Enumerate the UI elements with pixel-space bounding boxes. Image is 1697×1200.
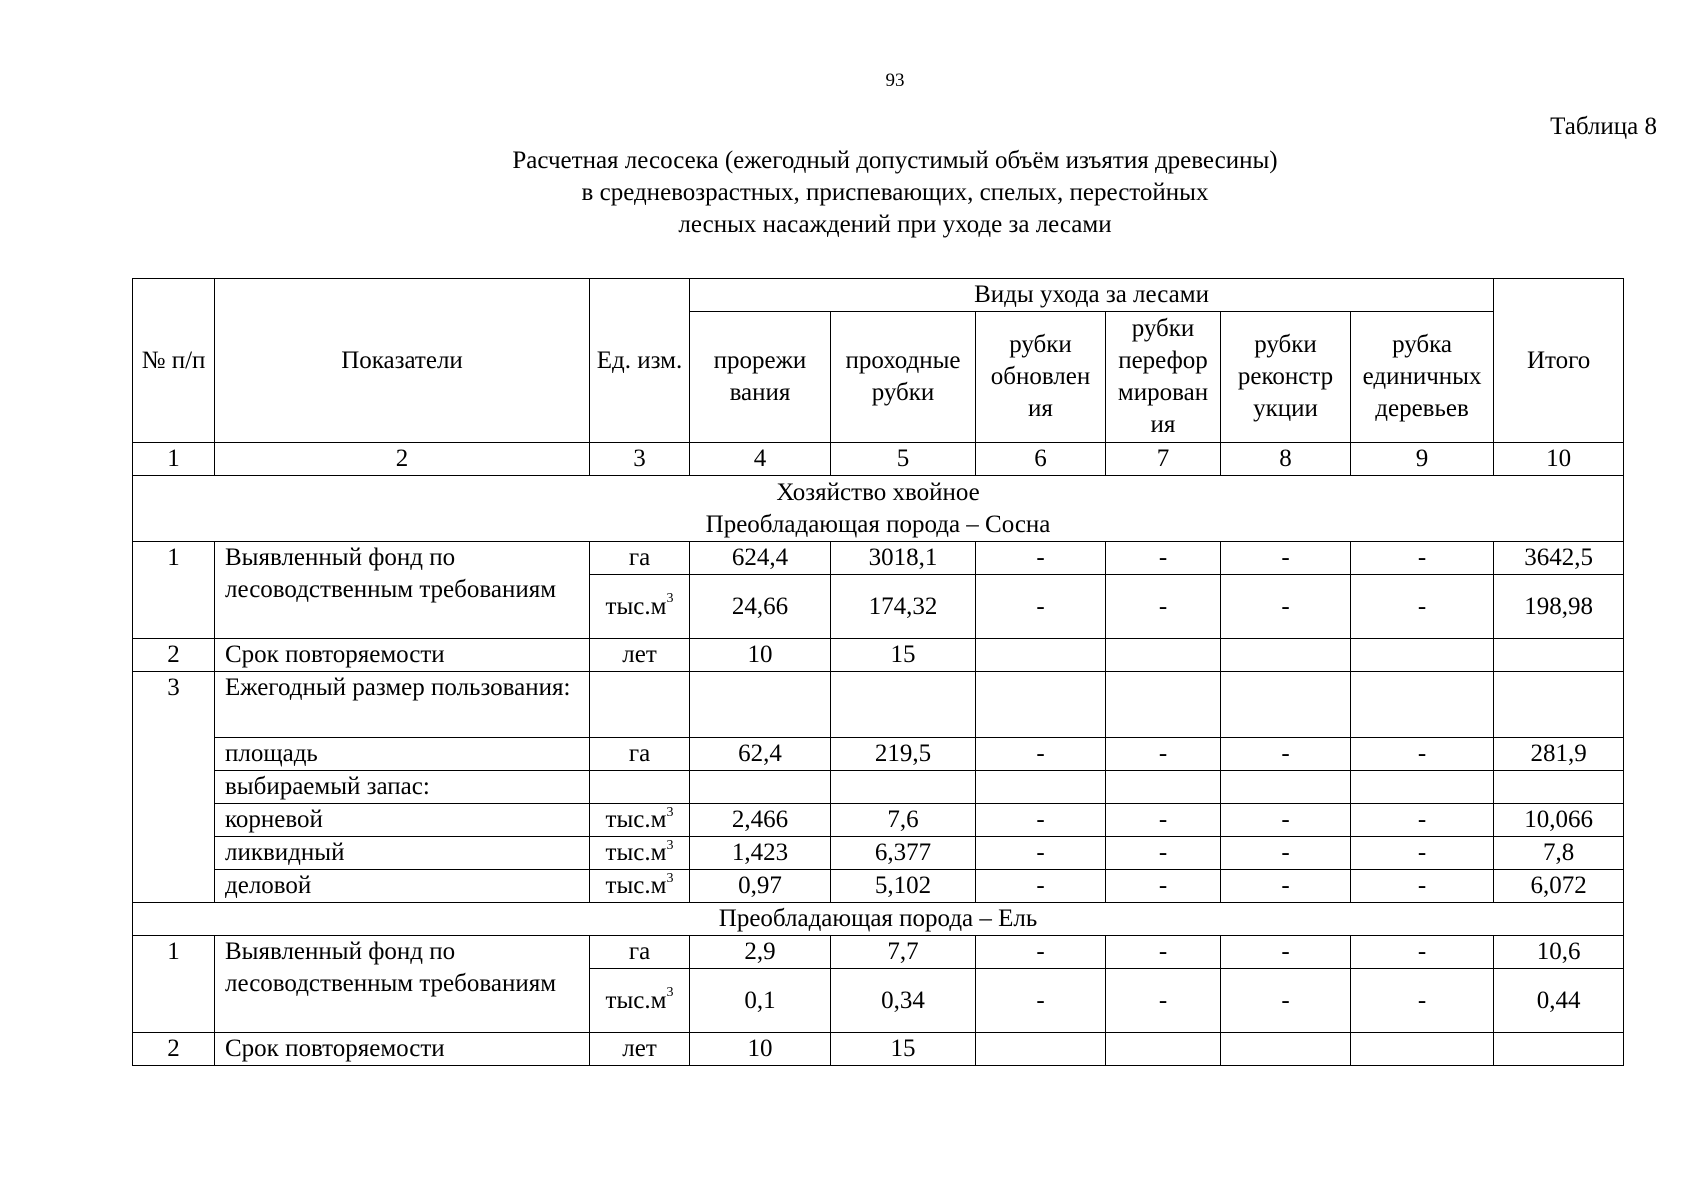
value-cell: 219,5 xyxy=(831,738,976,771)
empty-cell xyxy=(1351,672,1494,738)
table-row xyxy=(133,837,1624,870)
felling-table xyxy=(132,278,1624,1066)
empty-cell xyxy=(1494,639,1624,672)
empty-cell xyxy=(590,672,690,738)
value-cell: 174,32 xyxy=(831,575,976,639)
value-cell: - xyxy=(1106,804,1221,837)
title-line: Расчетная лесосека (ежегодный допустимый объём изъятия древесины) xyxy=(512,147,1278,174)
header-group: Виды ухода за лесами xyxy=(690,279,1494,312)
value-cell: - xyxy=(976,575,1106,639)
total-cell: 10,6 xyxy=(1494,936,1624,969)
empty-cell xyxy=(1221,1033,1351,1066)
total-cell: 0,44 xyxy=(1494,969,1624,1033)
value-cell: 2,466 xyxy=(690,804,831,837)
unit-superscript: 3 xyxy=(666,985,674,1001)
total-cell: 6,072 xyxy=(1494,870,1624,903)
section-row xyxy=(133,476,1624,542)
header-indicators: Показатели xyxy=(215,279,590,443)
column-number: 2 xyxy=(215,443,590,476)
value-cell: - xyxy=(1221,575,1351,639)
header-row xyxy=(133,279,1624,312)
unit-cell xyxy=(590,870,690,903)
value-cell: 24,66 xyxy=(690,575,831,639)
unit-cell: лет xyxy=(590,1033,690,1066)
value-cell: - xyxy=(1221,870,1351,903)
empty-cell xyxy=(1494,672,1624,738)
value-cell: 10 xyxy=(690,1033,831,1066)
value-cell: - xyxy=(1221,837,1351,870)
section-row xyxy=(133,903,1624,936)
empty-cell xyxy=(690,771,831,804)
unit-text: тыс.м xyxy=(605,592,667,620)
column-number: 6 xyxy=(976,443,1106,476)
unit-superscript: 3 xyxy=(666,804,674,820)
section-species: Преобладающая порода – Сосна xyxy=(705,510,1051,538)
value-cell: - xyxy=(1221,969,1351,1033)
table-row xyxy=(133,639,1624,672)
row-num: 2 xyxy=(133,1033,215,1066)
column-number: 4 xyxy=(690,443,831,476)
row-label: площадь xyxy=(215,738,590,771)
value-cell: - xyxy=(1221,738,1351,771)
value-cell: - xyxy=(1351,804,1494,837)
header-total: Итого xyxy=(1494,279,1624,443)
value-cell: 6,377 xyxy=(831,837,976,870)
column-number: 7 xyxy=(1106,443,1221,476)
value-cell: 2,9 xyxy=(690,936,831,969)
value-cell: - xyxy=(1106,575,1221,639)
unit-text: тыс.м xyxy=(605,839,667,866)
unit-superscript: 3 xyxy=(666,870,674,886)
column-number: 3 xyxy=(590,443,690,476)
row-num: 1 xyxy=(133,936,215,1033)
value-cell: 0,97 xyxy=(690,870,831,903)
row-label: Ежегодный размер пользования: xyxy=(215,672,590,738)
unit-cell: га xyxy=(590,542,690,575)
table-title xyxy=(0,145,1697,241)
table-row xyxy=(133,870,1624,903)
row-label: Срок повторяемости xyxy=(215,639,590,672)
column-number: 9 xyxy=(1351,443,1494,476)
value-cell: - xyxy=(1106,738,1221,771)
header-num: № п/п xyxy=(133,279,215,443)
value-cell: 7,6 xyxy=(831,804,976,837)
row-label: выбираемый запас: xyxy=(215,771,590,804)
total-cell: 3642,5 xyxy=(1494,542,1624,575)
value-cell: - xyxy=(976,738,1106,771)
row-num: 3 xyxy=(133,672,215,903)
row-label: корневой xyxy=(215,804,590,837)
empty-cell xyxy=(1221,639,1351,672)
value-cell: 15 xyxy=(831,1033,976,1066)
value-cell: - xyxy=(1221,936,1351,969)
row-label: Выявленный фонд по лесоводственным требованиям xyxy=(215,936,590,1033)
table-label: Таблица 8 xyxy=(1550,113,1657,140)
unit-cell xyxy=(590,804,690,837)
value-cell: - xyxy=(1351,738,1494,771)
empty-cell xyxy=(1106,639,1221,672)
value-cell: - xyxy=(1351,870,1494,903)
unit-cell: га xyxy=(590,936,690,969)
value-cell: - xyxy=(976,969,1106,1033)
value-cell: - xyxy=(976,804,1106,837)
empty-cell xyxy=(690,672,831,738)
value-cell: 0,1 xyxy=(690,969,831,1033)
empty-cell xyxy=(1351,771,1494,804)
value-cell: 7,7 xyxy=(831,936,976,969)
value-cell: 15 xyxy=(831,639,976,672)
table-row xyxy=(133,804,1624,837)
value-cell: - xyxy=(1106,837,1221,870)
row-label: Выявленный фонд по лесоводственным требованиям xyxy=(215,542,590,639)
row-label: Срок повторяемости xyxy=(215,1033,590,1066)
value-cell: - xyxy=(976,542,1106,575)
value-cell: 624,4 xyxy=(690,542,831,575)
total-cell: 281,9 xyxy=(1494,738,1624,771)
header-type: рубки обновлен ия xyxy=(976,312,1106,443)
unit-cell xyxy=(590,575,690,639)
unit-cell xyxy=(590,969,690,1033)
section-farm: Хозяйство хвойное xyxy=(776,478,980,506)
column-number: 10 xyxy=(1494,443,1624,476)
value-cell: - xyxy=(1106,936,1221,969)
total-cell: 7,8 xyxy=(1494,837,1624,870)
value-cell: - xyxy=(1351,542,1494,575)
empty-cell xyxy=(976,771,1106,804)
empty-cell xyxy=(831,771,976,804)
table-row xyxy=(133,1033,1624,1066)
table-row xyxy=(133,771,1624,804)
empty-cell xyxy=(976,639,1106,672)
value-cell: - xyxy=(976,936,1106,969)
row-label: деловой xyxy=(215,870,590,903)
value-cell: 5,102 xyxy=(831,870,976,903)
column-number: 1 xyxy=(133,443,215,476)
unit-superscript: 3 xyxy=(666,837,674,853)
total-cell: 10,066 xyxy=(1494,804,1624,837)
empty-cell xyxy=(1351,1033,1494,1066)
value-cell: - xyxy=(1351,969,1494,1033)
value-cell: - xyxy=(1351,936,1494,969)
column-number: 8 xyxy=(1221,443,1351,476)
header-type: рубки реконстр укции xyxy=(1221,312,1351,443)
value-cell: - xyxy=(1106,870,1221,903)
empty-cell xyxy=(1494,1033,1624,1066)
table-row xyxy=(133,738,1624,771)
unit-cell: га xyxy=(590,738,690,771)
empty-cell xyxy=(1106,672,1221,738)
column-number: 5 xyxy=(831,443,976,476)
empty-cell xyxy=(1221,771,1351,804)
unit-cell: лет xyxy=(590,639,690,672)
unit-cell xyxy=(590,837,690,870)
header-unit: Ед. изм. xyxy=(590,279,690,443)
table-row xyxy=(133,936,1624,969)
total-cell: 198,98 xyxy=(1494,575,1624,639)
table-row xyxy=(133,672,1624,738)
title-line: лесных насаждений при уходе за лесами xyxy=(678,211,1112,238)
page-number: 93 xyxy=(885,70,905,91)
value-cell: 62,4 xyxy=(690,738,831,771)
empty-cell xyxy=(1494,771,1624,804)
empty-cell xyxy=(590,771,690,804)
empty-cell xyxy=(1106,1033,1221,1066)
unit-text: тыс.м xyxy=(605,806,667,833)
empty-cell xyxy=(1221,672,1351,738)
row-num: 1 xyxy=(133,542,215,639)
value-cell: - xyxy=(1106,969,1221,1033)
value-cell: - xyxy=(1221,542,1351,575)
value-cell: - xyxy=(1221,804,1351,837)
title-line: в средневозрастных, приспевающих, спелых, перестойных xyxy=(581,179,1209,206)
empty-cell xyxy=(1106,771,1221,804)
empty-cell xyxy=(1351,639,1494,672)
empty-cell xyxy=(976,1033,1106,1066)
value-cell: 1,423 xyxy=(690,837,831,870)
value-cell: - xyxy=(1351,837,1494,870)
column-numbers-row xyxy=(133,443,1624,476)
value-cell: 0,34 xyxy=(831,969,976,1033)
value-cell: - xyxy=(976,837,1106,870)
table-row xyxy=(133,542,1624,575)
row-num: 2 xyxy=(133,639,215,672)
header-type: прорежи вания xyxy=(690,312,831,443)
unit-text: тыс.м xyxy=(605,986,667,1014)
value-cell: 10 xyxy=(690,639,831,672)
value-cell: - xyxy=(1351,575,1494,639)
value-cell: - xyxy=(976,870,1106,903)
section-heading xyxy=(133,476,1624,542)
section-species: Преобладающая порода – Ель xyxy=(133,903,1624,936)
empty-cell xyxy=(831,672,976,738)
header-type: проходные рубки xyxy=(831,312,976,443)
unit-text: тыс.м xyxy=(605,872,667,899)
value-cell: - xyxy=(1106,542,1221,575)
unit-superscript: 3 xyxy=(666,591,674,607)
empty-cell xyxy=(976,672,1106,738)
header-type: рубка единичных деревьев xyxy=(1351,312,1494,443)
header-type: рубки перефор мирован ия xyxy=(1106,312,1221,443)
value-cell: 3018,1 xyxy=(831,542,976,575)
row-label: ликвидный xyxy=(215,837,590,870)
